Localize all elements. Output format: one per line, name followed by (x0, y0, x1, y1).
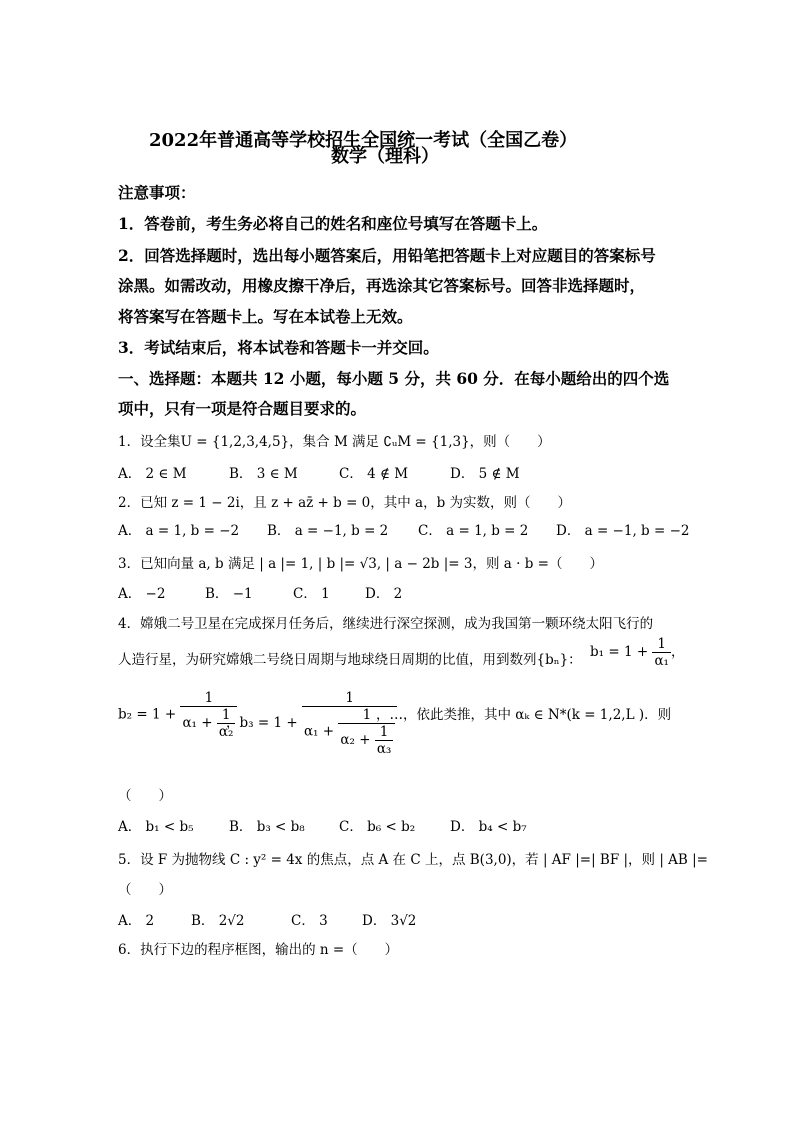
b1-label: b₁ = 1 + (590, 644, 649, 660)
inner-fraction: $\frac{1}{\text{α₂}}$ (218, 707, 234, 740)
question-4-line2: 人造行星，为研究嫦娥二号绕日周期与地球绕日周期的比值，用到数列{bₙ}： (118, 652, 582, 668)
question-4-option-b: B． b₃ < b₈ (229, 819, 305, 835)
question-5-option-a: A． 2 (118, 913, 155, 929)
notice-item-1: 1．答卷前，考生务必将自己的姓名和座位号填写在答题卡上。 (118, 214, 548, 233)
b2-label: b₂ = 1 + (118, 706, 177, 723)
question-4-b3-formula (226, 690, 397, 757)
question-5-stem: 5．设 F 为抛物线 C : y² = 4x 的焦点，点 A 在 C 上，点 B(3,0)，若 | AF |=| BF |，则 | AB |= (118, 852, 708, 868)
question-4-line3: ，…，依此类推，其中 αₖ ∈ N*(k = 1,2,L )．则 (376, 707, 672, 723)
question-1-option-a: A． 2 ∈ M (118, 466, 187, 482)
section-heading-line2: 项中，只有一项是符合题目要求的。 (118, 399, 367, 418)
denominator: α₁ (654, 653, 669, 669)
fraction-1-over-alpha1 (652, 636, 671, 669)
question-2-option-a: A． a = 1, b = −2 (118, 523, 240, 539)
question-2-stem: 2．已知 z = 1 − 2i，且 z + az̄ + b = 0，其中 a，b 为实数，则（ ） (118, 495, 572, 511)
exam-subtitle: 数学（理科） (331, 146, 439, 167)
question-3-option-b: B． −1 (205, 586, 253, 602)
question-5-option-c: C． 3 (291, 913, 328, 929)
question-3-stem: 3．已知向量 a, b 满足 | a |= 1, | b |= √3, | a − 2b |= 3，则 a · b =（ ） (118, 556, 603, 572)
question-4-option-d: D． b₄ < b₇ (450, 819, 527, 835)
question-5-option-d: D． 3√2 (362, 913, 417, 929)
question-1-option-c: C． 4 ∉ M (339, 466, 409, 482)
question-3-option-d: D． 2 (365, 586, 403, 602)
question-4-option-a: A． b₁ < b₅ (118, 819, 194, 835)
question-5-option-b: B． 2√2 (191, 913, 245, 929)
numerator: 1 (204, 690, 214, 706)
question-3-option-c: C． 1 (293, 586, 330, 602)
notice-item-3: 3．考试结束后，将本试卷和答题卡一并交回。 (118, 338, 439, 357)
notice-item-2-line3: 将答案写在答题卡上。写在本试卷上无效。 (118, 307, 413, 326)
question-2-option-c: C． a = 1, b = 2 (418, 523, 529, 539)
question-1-option-d: D． 5 ∉ M (450, 466, 520, 482)
question-4-line1: 4．嫦娥二号卫星在完成探月任务后，继续进行深空探测，成为我国第一颗环绕太阳飞行的 (118, 616, 654, 632)
b3-fraction: 1 α₁ + 1 α₂ + $\frac{1}{\text{α₃}}$ (302, 690, 397, 757)
question-4-option-c: C． b₆ < b₂ (339, 819, 416, 835)
numerator: 1 (657, 636, 666, 652)
exam-title: 2022年普通高等学校招生全国统一考试（全国乙卷） (149, 130, 578, 151)
question-4-b2-formula (118, 690, 237, 740)
notice-item-2-line1: 2．回答选择题时，选出每小题答案后，用铅笔把答题卡上对应题目的答案标号 (118, 246, 656, 265)
question-6-stem: 6．执行下边的程序框图，输出的 n =（ ） (118, 942, 399, 958)
notice-item-2-line2: 涂黑。如需改动，用橡皮擦干净后，再选涂其它答案标号。回答非选择题时， (118, 276, 646, 295)
section-heading-line1: 一、选择题：本题共 12 小题，每小题 5 分，共 60 分．在每小题给出的四个选 (118, 369, 670, 388)
notice-heading: 注意事项： (118, 183, 196, 202)
question-2-option-d: D． a = −1, b = −2 (556, 523, 690, 539)
question-2-option-b: B． a = −1, b = 2 (267, 523, 389, 539)
question-4-answer-paren: （ ） (118, 788, 172, 804)
denominator: α₁ + $\frac{1}{\text{α₂}}$ (180, 706, 237, 740)
question-1-option-b: B． 3 ∈ M (229, 466, 298, 482)
question-1-stem: 1．设全集U = {1,2,3,4,5}，集合 M 满足 ∁ᵤM = {1,3}，则（ ） (118, 434, 551, 450)
question-4-b1-formula: b₁ = 1 + $\frac{1}{\text{α₁}}$ ， (590, 636, 685, 669)
question-3-option-a: A． −2 (118, 586, 166, 602)
b3-label: ，b₃ = 1 + (226, 715, 298, 731)
question-5-answer-paren: （ ） (118, 882, 172, 898)
